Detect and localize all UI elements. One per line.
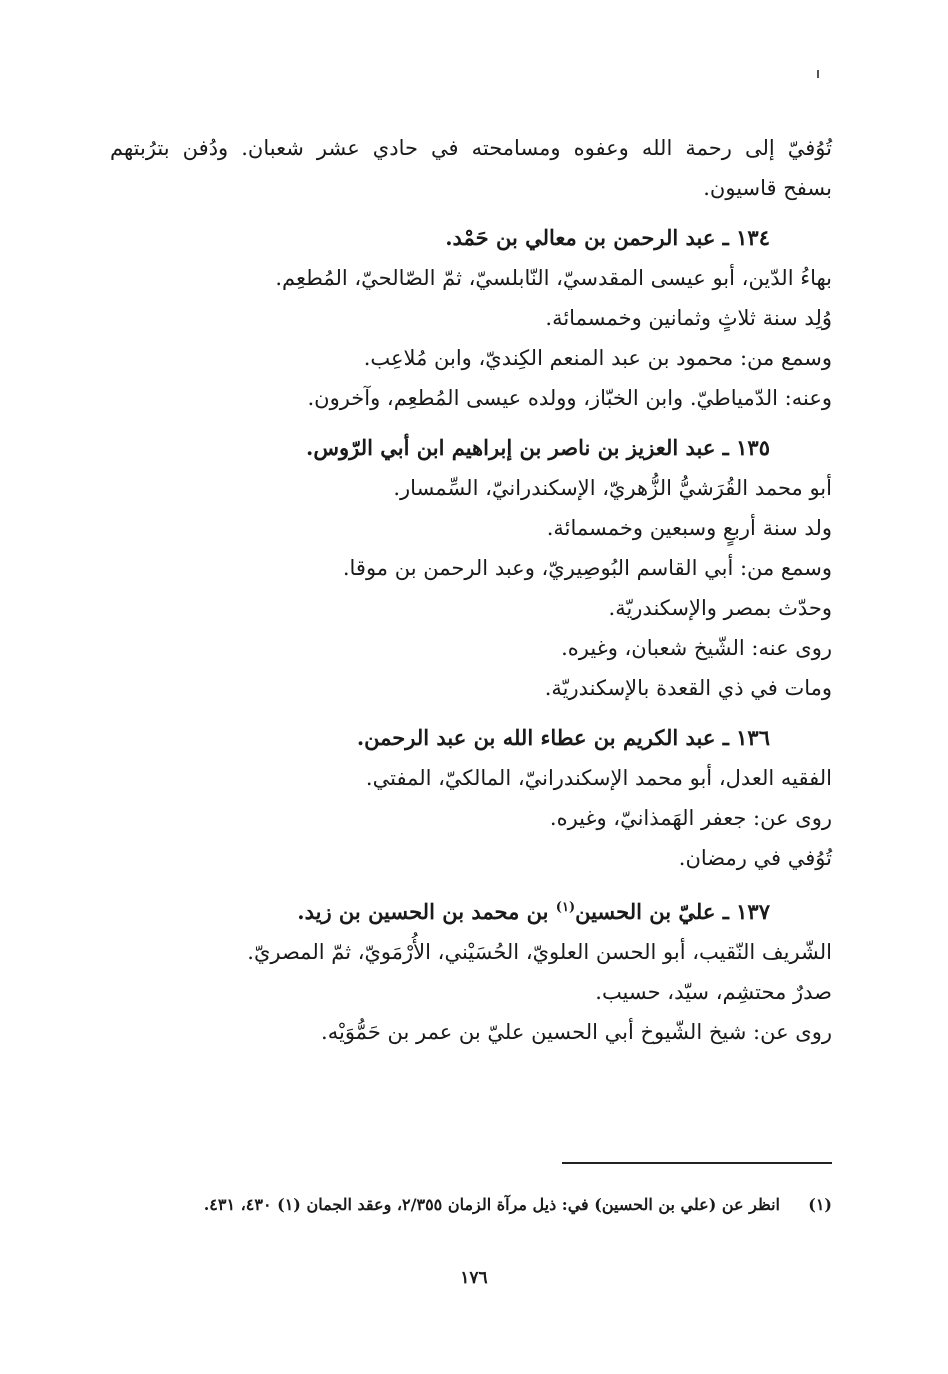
entry-137-line: روى عن: شيخ الشّيوخ أبي الحسين عليّ بن عمر بن حَمُّوَيْه. (321, 1020, 832, 1044)
page-number: ١٧٦ (460, 1268, 488, 1288)
footnote (110, 1195, 832, 1214)
main-text (110, 128, 832, 1052)
entry-134-heading: ١٣٤ ـ عبد الرحمن بن معالي بن حَمْد. (445, 225, 770, 250)
entry-135-line: روى عنه: الشّيخ شعبان، وغيره. (561, 636, 832, 660)
entry-135-heading: ١٣٥ ـ عبد العزيز بن ناصر بن إبراهيم ابن أبي الرّوس. (306, 435, 770, 460)
entry-137-line: صدرٌ محتشِم، سيّد، حسيب. (595, 980, 832, 1004)
footnote-reference[interactable]: (١) (555, 900, 576, 915)
entry-136-heading: ١٣٦ ـ عبد الكريم بن عطاء الله بن عبد الرحمن. (356, 725, 770, 750)
entry-135-line: ولد سنة أربعٍ وسبعين وخمسمائة. (546, 516, 832, 540)
entry-134-line: وسمع من: محمود بن عبد المنعم الكِنديّ، وابن مُلاعِب. (363, 346, 832, 370)
entry-136-line: روى عن: جعفر الهَمذانيّ، وغيره. (549, 806, 832, 830)
entry-137-line: الشّريف النّقيب، أبو الحسن العلويّ، الحُسَيْني، الأُرْمَويّ، ثمّ المصريّ. (247, 940, 832, 964)
entry-136-line: الفقيه العدل، أبو محمد الإسكندرانيّ، المالكيّ، المفتي. (365, 766, 832, 790)
intro-line-2: بسفح قاسيون. (703, 176, 832, 200)
entry-134-line: وعنه: الدّمياطيّ. وابن الخبّاز، وولده عيسى المُطعِم، وآخرون. (307, 386, 832, 410)
entry-135-line: ومات في ذي القعدة بالإسكندريّة. (544, 676, 832, 700)
entry-134-line: بهاءُ الدّين، أبو عيسى المقدسيّ، النّابلسيّ، ثمّ الصّالحيّ، المُطعِم. (275, 266, 832, 290)
entry-137-heading (110, 888, 832, 932)
entry-136-line: تُوُفي في رمضان. (678, 846, 832, 870)
footnote-text: انظر عن (علي بن الحسين) في: ذيل مرآة الزمان ٢/٣٥٥، وعقد الجمان (١) ٤٣٠، ٤٣١. (203, 1195, 780, 1214)
footnote-divider (562, 1162, 832, 1164)
entry-135-line: وسمع من: أبي القاسم البُوصِيريّ، وعبد الرحمن بن موقا. (342, 556, 832, 580)
footnote-marker: (١) (808, 1195, 832, 1214)
entry-137-heading-start: ١٣٧ ـ عليّ بن الحسين (575, 899, 770, 924)
entry-135-line: وحدّث بمصر والإسكندريّة. (608, 596, 832, 620)
intro-line-1: تُوُفيّ إلى رحمة الله وعفوه ومسامحته في حادي عشر شعبان. ودُفن بترُبتهم (110, 136, 832, 160)
entry-134-line: وُلِد سنة ثلاثٍ وثمانين وخمسمائة. (545, 306, 832, 330)
entry-137-heading-end: بن محمد بن الحسين بن زيد. (297, 899, 556, 924)
entry-135-line: أبو محمد القُرَشيُّ الزُّهريّ، الإسكندرانيّ، السِّمسار. (393, 476, 832, 500)
scan-mark (817, 70, 819, 78)
